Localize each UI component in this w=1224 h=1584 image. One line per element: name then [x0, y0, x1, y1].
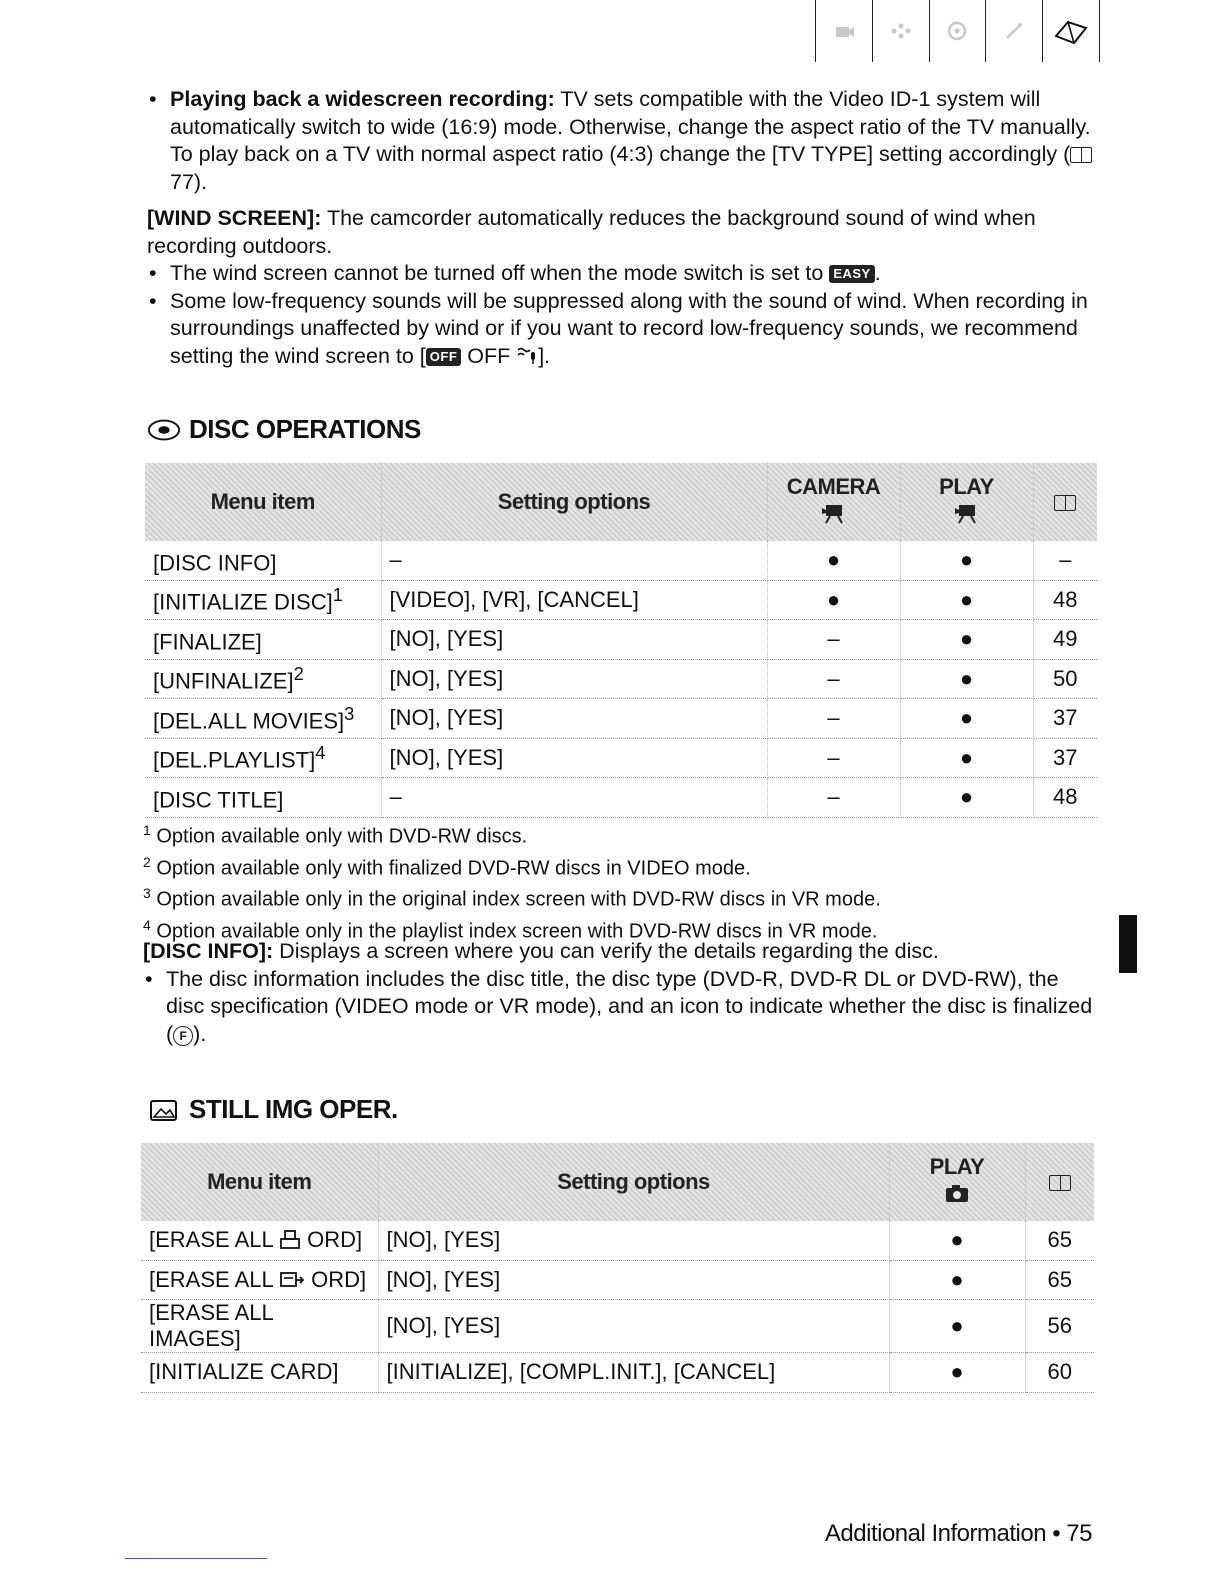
menu-item	[145, 659, 381, 699]
wand-icon	[985, 0, 1042, 62]
wind-bullet-1-text: The wind screen cannot be turned off when the mode switch is set to	[170, 261, 830, 285]
page-ref: 37	[1033, 738, 1097, 778]
footnote-num: 1	[143, 822, 151, 838]
menu-item-label: [ERASE ALL IMAGES]	[149, 1300, 273, 1351]
book-ref-icon	[1070, 147, 1092, 163]
setting-options: –	[381, 541, 767, 580]
menu-item-label: [ERASE ALL	[149, 1227, 280, 1253]
camera-availability: –	[767, 778, 900, 818]
setting-options: [NO], [YES]	[378, 1260, 889, 1300]
camera-availability: ●	[767, 580, 900, 620]
dots-icon	[872, 0, 929, 62]
wind-bullet-1: • The wind screen cannot be turned off when the mode switch is set to EASY .	[147, 260, 1097, 288]
page-footer	[825, 1520, 1092, 1548]
table-row	[141, 1353, 1094, 1393]
play-availability: ●	[900, 738, 1033, 778]
table-row	[141, 1221, 1094, 1260]
table-row	[145, 620, 1097, 660]
page-ref: 49	[1033, 620, 1097, 660]
setting-options: [VIDEO], [VR], [CANCEL]	[381, 580, 767, 620]
camera-availability: –	[767, 659, 900, 699]
footnote-ref: 3	[344, 702, 355, 724]
page-ref: 48	[1033, 580, 1097, 620]
menu-item-label: [DISC INFO]	[153, 549, 277, 575]
footnote-text: Option available only with DVD-RW discs.	[150, 825, 528, 848]
widescreen-heading: Playing back a widescreen recording:	[170, 87, 555, 111]
disc-operations-title	[147, 414, 421, 445]
footnote-text: Option available only in the original index screen with DVD-RW discs in VR mode.	[150, 888, 881, 911]
footnote-num: 4	[143, 916, 151, 933]
footnote-ref: 2	[293, 663, 304, 685]
footnote	[143, 818, 881, 850]
menu-item-label: [DISC TITLE]	[153, 786, 284, 812]
header-camera-label: CAMERA	[786, 474, 881, 499]
disc-operations-title-text: DISC OPERATIONS	[189, 414, 421, 444]
wind-bullet-2-end: ].	[538, 343, 551, 368]
menu-item	[141, 1353, 378, 1393]
widescreen-page-ref: 77).	[170, 169, 208, 194]
footer-rule	[125, 1558, 267, 1559]
menu-item	[145, 580, 381, 620]
menu-item-label: [DEL.PLAYLIST]	[153, 747, 316, 773]
play-availability: ●	[900, 541, 1033, 580]
menu-item-label: [INITIALIZE DISC]	[153, 589, 333, 615]
footnote-num: 2	[143, 853, 151, 870]
header-play-label: PLAY	[939, 474, 994, 499]
footer-separator: •	[1052, 1520, 1061, 1547]
camera-availability: ●	[767, 541, 900, 580]
table-header	[145, 463, 1097, 541]
menu-item	[141, 1260, 378, 1300]
still-img-title-text: STILL IMG OPER.	[189, 1094, 398, 1124]
page-ref: 60	[1025, 1353, 1094, 1393]
disc-info-para	[143, 938, 1093, 966]
header-play	[900, 463, 1033, 541]
page-ref: 65	[1025, 1260, 1094, 1300]
header-play-label: PLAY	[929, 1154, 985, 1179]
wind-bullet-2-text: Some low-frequency sounds will be suppressed along with the sound of wind. When recording in surroundings unaffected by wind or if you want to record low-frequency sounds, we recommend setting the wind screen to [	[170, 288, 1088, 368]
disc-info-bullet-text: The disc information includes the disc title, the disc type (DVD-R, DVD-R DL or DVD-RW), the disc specification (VIDEO mode or VR mode), and an icon to indicate whether the disc is finalized (	[166, 966, 1093, 1046]
play-availability: ●	[889, 1353, 1025, 1393]
footnote	[143, 850, 881, 882]
still-img-title	[147, 1094, 398, 1125]
menu-item-label: [UNFINALIZE]	[153, 668, 294, 694]
setting-options: [NO], [YES]	[381, 738, 767, 778]
disc-operations-table	[145, 463, 1097, 818]
chapter-marker	[1119, 915, 1137, 973]
menu-item-label: [FINALIZE]	[153, 628, 262, 654]
play-availability: ●	[900, 778, 1033, 818]
wind-heading: [WIND SCREEN]:	[147, 206, 322, 230]
book-icon	[1042, 0, 1100, 62]
disc-info-heading: [DISC INFO]:	[143, 939, 274, 963]
content	[147, 86, 1097, 370]
page-ref: 65	[1025, 1221, 1094, 1260]
page-number: 75	[1066, 1520, 1092, 1547]
easy-mode-icon: EASY	[829, 265, 874, 283]
header-menu-item: Menu item	[145, 463, 381, 541]
menu-item	[145, 738, 381, 778]
movie-camera-icon	[953, 502, 981, 530]
widescreen-note	[147, 86, 1097, 196]
wind-off-text: OFF	[461, 343, 517, 368]
page-ref: 56	[1025, 1300, 1094, 1353]
disc-info-bullet-end: ).	[193, 1021, 207, 1046]
footer-section: Additional Information	[824, 1520, 1047, 1547]
print-order-icon	[279, 1227, 301, 1252]
wind-screen-para	[147, 205, 1097, 260]
transfer-order-icon	[279, 1267, 305, 1292]
wind-bullet-2	[147, 288, 1097, 371]
play-availability: ●	[889, 1260, 1025, 1300]
wind-text: The camcorder automatically reduces the background sound of wind when recording outdoors.	[147, 206, 1036, 258]
footnote-text: Option available only with finalized DVD-RW discs in VIDEO mode.	[150, 857, 751, 880]
header-setting-options: Setting options	[378, 1143, 889, 1221]
table-row	[145, 580, 1097, 620]
setting-options: [NO], [YES]	[378, 1300, 889, 1353]
camera-availability: –	[767, 738, 900, 778]
menu-item	[145, 620, 381, 660]
setting-options: [INITIALIZE], [COMPL.INIT.], [CANCEL]	[378, 1353, 889, 1393]
disc-info-section	[143, 938, 1093, 1048]
footnote-ref: 1	[332, 584, 343, 606]
table-row	[145, 738, 1097, 778]
table-row	[145, 659, 1097, 699]
menu-item-label: [INITIALIZE CARD]	[149, 1359, 339, 1385]
disc-icon	[929, 0, 986, 62]
menu-item	[145, 699, 381, 739]
menu-item-label: [DEL.ALL MOVIES]	[153, 707, 345, 733]
book-ref-icon	[1049, 1175, 1071, 1191]
footnote-ref: 4	[315, 742, 326, 764]
disc-info-text: Displays a screen where you can verify the details regarding the disc.	[273, 939, 939, 963]
header-page-ref	[1033, 463, 1097, 541]
menu-item	[145, 778, 381, 818]
page-ref: 37	[1033, 699, 1097, 739]
menu-item-label-end: ORD]	[301, 1227, 363, 1253]
movie-camera-icon	[820, 502, 848, 530]
header-menu-item: Menu item	[141, 1143, 378, 1221]
still-img-table	[141, 1143, 1094, 1393]
page-ref: –	[1033, 541, 1097, 580]
finalized-icon: F	[173, 1026, 193, 1046]
footnote	[143, 881, 881, 913]
menu-item	[141, 1221, 378, 1260]
play-availability: ●	[900, 580, 1033, 620]
header-setting-options: Setting options	[381, 463, 767, 541]
footnote-text: Option available only in the playlist index screen with DVD-RW discs in VR mode.	[150, 920, 878, 943]
play-availability: ●	[889, 1221, 1025, 1260]
table-row	[145, 541, 1097, 580]
page-ref: 50	[1033, 659, 1097, 699]
play-availability: ●	[900, 699, 1033, 739]
camera-availability: –	[767, 699, 900, 739]
wind-off-mic-icon	[516, 344, 538, 368]
menu-item	[141, 1300, 378, 1353]
table-row	[141, 1260, 1094, 1300]
table-row	[145, 699, 1097, 739]
menu-item-label: [ERASE ALL	[149, 1266, 280, 1292]
book-ref-icon	[1054, 495, 1076, 511]
disc-info-bullet	[143, 966, 1093, 1049]
header-play	[889, 1143, 1025, 1221]
footnotes	[143, 818, 881, 945]
still-image-icon	[147, 1097, 181, 1123]
camera-mode-icon	[815, 0, 872, 62]
setting-options: –	[381, 778, 767, 818]
chapter-tabs	[815, 0, 1100, 62]
off-icon: OFF	[426, 348, 462, 366]
footnote-num: 3	[143, 885, 151, 902]
table-row	[145, 778, 1097, 818]
play-availability: ●	[900, 620, 1033, 660]
table-row	[141, 1300, 1094, 1353]
widescreen-text: TV sets compatible with the Video ID-1 system will automatically switch to wide (16:9) mode. Otherwise, change the aspect ratio of the TV manually. To play back on a TV with normal aspect ratio (4:3) change the [TV TYPE] setting accordingly (	[170, 87, 1091, 166]
setting-options: [NO], [YES]	[378, 1221, 889, 1260]
play-availability: ●	[900, 659, 1033, 699]
menu-item	[145, 541, 381, 580]
header-page-ref	[1025, 1143, 1094, 1221]
table-header	[141, 1143, 1094, 1221]
setting-options: [NO], [YES]	[381, 659, 767, 699]
disc-operations-icon	[147, 417, 181, 443]
setting-options: [NO], [YES]	[381, 699, 767, 739]
header-camera	[767, 463, 900, 541]
menu-item-label-end: ORD]	[305, 1266, 367, 1292]
setting-options: [NO], [YES]	[381, 620, 767, 660]
camera-availability: –	[767, 620, 900, 660]
page-ref: 48	[1033, 778, 1097, 818]
play-availability: ●	[889, 1300, 1025, 1353]
still-camera-icon	[943, 1182, 971, 1210]
